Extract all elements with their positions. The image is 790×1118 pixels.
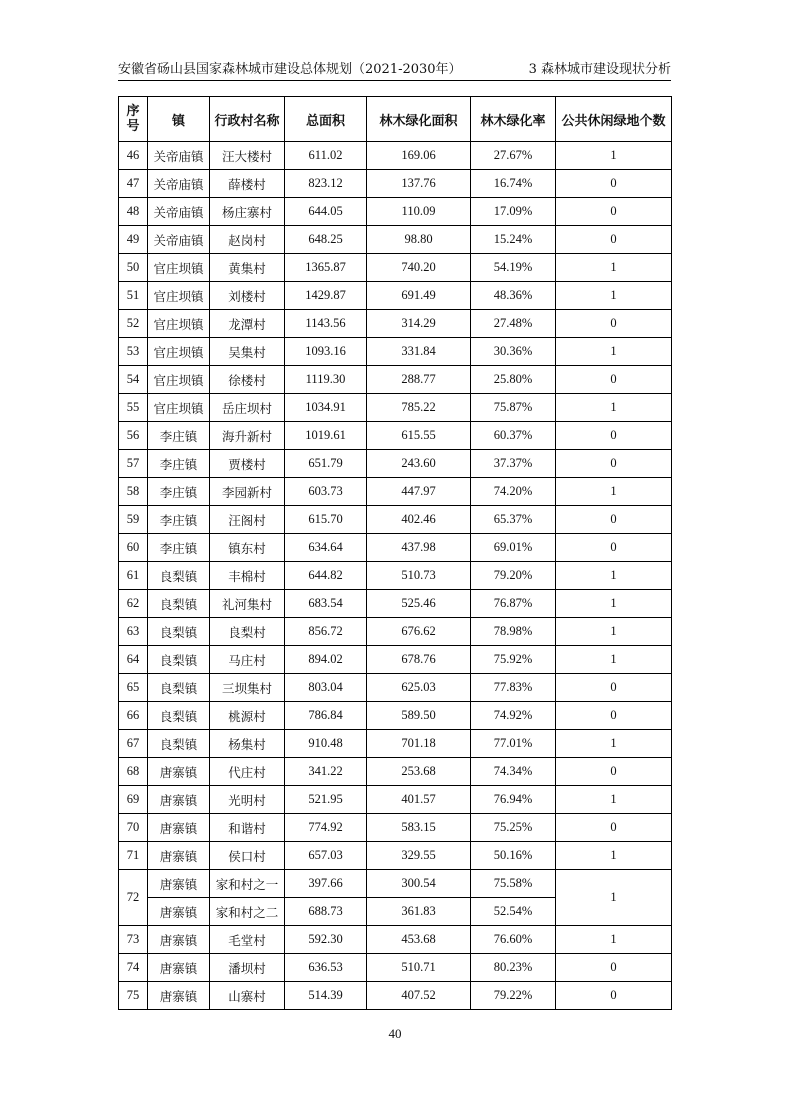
total-area-cell: 683.54	[285, 590, 367, 618]
green-area-cell: 701.18	[367, 730, 471, 758]
park-count-cell: 0	[556, 534, 672, 562]
green-rate-cell: 79.22%	[471, 982, 556, 1010]
total-area-cell: 1429.87	[285, 282, 367, 310]
seq-cell: 58	[119, 478, 148, 506]
green-rate-cell: 77.83%	[471, 674, 556, 702]
table-row	[119, 534, 672, 562]
town-cell: 官庄坝镇	[148, 338, 210, 366]
table-row	[119, 646, 672, 674]
total-area-cell: 341.22	[285, 758, 367, 786]
park-count-cell: 1	[556, 618, 672, 646]
seq-cell: 56	[119, 422, 148, 450]
green-area-cell: 98.80	[367, 226, 471, 254]
village-cell: 赵岗村	[210, 226, 285, 254]
green-area-cell: 331.84	[367, 338, 471, 366]
park-count-cell: 0	[556, 814, 672, 842]
village-cell: 海升新村	[210, 422, 285, 450]
green-area-cell: 453.68	[367, 926, 471, 954]
table-row	[119, 926, 672, 954]
park-count-cell: 0	[556, 422, 672, 450]
total-area-cell: 603.73	[285, 478, 367, 506]
col-header-village: 行政村名称	[210, 97, 285, 142]
col-header-seq	[119, 97, 148, 142]
table-row	[119, 198, 672, 226]
total-area-cell: 657.03	[285, 842, 367, 870]
green-rate-cell: 77.01%	[471, 730, 556, 758]
park-count-cell: 1	[556, 282, 672, 310]
park-count-cell: 1	[556, 730, 672, 758]
green-rate-cell: 27.48%	[471, 310, 556, 338]
town-cell: 唐寨镇	[148, 926, 210, 954]
village-cell: 桃源村	[210, 702, 285, 730]
park-count-cell: 0	[556, 310, 672, 338]
table-row	[119, 842, 672, 870]
village-cell: 李园新村	[210, 478, 285, 506]
total-area-cell: 634.64	[285, 534, 367, 562]
village-cell: 龙潭村	[210, 310, 285, 338]
green-rate-cell: 75.58%	[471, 870, 556, 898]
village-cell: 徐楼村	[210, 366, 285, 394]
green-area-cell: 676.62	[367, 618, 471, 646]
green-rate-cell: 75.25%	[471, 814, 556, 842]
village-cell: 良梨村	[210, 618, 285, 646]
seq-cell: 69	[119, 786, 148, 814]
town-cell: 良梨镇	[148, 562, 210, 590]
table-row	[119, 142, 672, 170]
total-area-cell: 644.82	[285, 562, 367, 590]
town-cell: 唐寨镇	[148, 758, 210, 786]
table-row	[119, 702, 672, 730]
village-greening-table	[118, 96, 672, 1010]
village-cell: 汪大楼村	[210, 142, 285, 170]
park-count-cell: 0	[556, 170, 672, 198]
seq-cell: 46	[119, 142, 148, 170]
seq-cell: 57	[119, 450, 148, 478]
table-row	[119, 730, 672, 758]
header-document-title: 安徽省砀山县国家森林城市建设总体规划（2021-2030年）	[118, 62, 462, 77]
col-header-green-rate: 林木绿化率	[471, 97, 556, 142]
total-area-cell: 1119.30	[285, 366, 367, 394]
seq-cell: 48	[119, 198, 148, 226]
total-area-cell: 774.92	[285, 814, 367, 842]
table-row	[119, 450, 672, 478]
town-cell: 李庄镇	[148, 506, 210, 534]
green-area-cell: 243.60	[367, 450, 471, 478]
table-header-row	[119, 97, 672, 142]
park-count-cell: 1	[556, 394, 672, 422]
park-count-cell: 1	[556, 926, 672, 954]
total-area-cell: 611.02	[285, 142, 367, 170]
park-count-cell: 0	[556, 226, 672, 254]
green-area-cell: 510.71	[367, 954, 471, 982]
total-area-cell: 514.39	[285, 982, 367, 1010]
table-row	[119, 954, 672, 982]
park-count-cell: 0	[556, 366, 672, 394]
town-cell: 唐寨镇	[148, 954, 210, 982]
park-count-cell: 0	[556, 198, 672, 226]
green-rate-cell: 78.98%	[471, 618, 556, 646]
total-area-cell: 648.25	[285, 226, 367, 254]
green-rate-cell: 37.37%	[471, 450, 556, 478]
park-count-cell: 1	[556, 478, 672, 506]
park-count-cell: 1	[556, 338, 672, 366]
table-row	[119, 394, 672, 422]
table-row	[119, 282, 672, 310]
town-cell: 官庄坝镇	[148, 394, 210, 422]
seq-cell: 71	[119, 842, 148, 870]
green-area-cell: 510.73	[367, 562, 471, 590]
seq-cell: 65	[119, 674, 148, 702]
town-cell: 李庄镇	[148, 450, 210, 478]
total-area-cell: 910.48	[285, 730, 367, 758]
total-area-cell: 823.12	[285, 170, 367, 198]
green-rate-cell: 30.36%	[471, 338, 556, 366]
seq-cell: 54	[119, 366, 148, 394]
table-row	[119, 562, 672, 590]
village-cell: 侯口村	[210, 842, 285, 870]
village-cell: 光明村	[210, 786, 285, 814]
green-area-cell: 314.29	[367, 310, 471, 338]
village-cell: 礼河集村	[210, 590, 285, 618]
village-cell: 岳庄坝村	[210, 394, 285, 422]
seq-cell: 55	[119, 394, 148, 422]
total-area-cell: 1034.91	[285, 394, 367, 422]
park-count-cell: 1	[556, 562, 672, 590]
total-area-cell: 397.66	[285, 870, 367, 898]
seq-cell: 66	[119, 702, 148, 730]
park-count-cell: 1	[556, 842, 672, 870]
green-area-cell: 401.57	[367, 786, 471, 814]
col-header-total-area: 总面积	[285, 97, 367, 142]
total-area-cell: 644.05	[285, 198, 367, 226]
seq-cell: 68	[119, 758, 148, 786]
town-cell: 关帝庙镇	[148, 198, 210, 226]
seq-cell: 62	[119, 590, 148, 618]
town-cell: 官庄坝镇	[148, 254, 210, 282]
green-area-cell: 137.76	[367, 170, 471, 198]
table-row	[119, 226, 672, 254]
table-row	[119, 506, 672, 534]
park-count-cell: 1	[556, 786, 672, 814]
park-count-cell: 0	[556, 674, 672, 702]
town-cell: 良梨镇	[148, 702, 210, 730]
total-area-cell: 803.04	[285, 674, 367, 702]
green-rate-cell: 79.20%	[471, 562, 556, 590]
town-cell: 李庄镇	[148, 478, 210, 506]
village-cell: 镇东村	[210, 534, 285, 562]
green-area-cell: 625.03	[367, 674, 471, 702]
col-header-green-area: 林木绿化面积	[367, 97, 471, 142]
seq-cell: 50	[119, 254, 148, 282]
town-cell: 官庄坝镇	[148, 310, 210, 338]
table-row	[119, 422, 672, 450]
village-cell: 黄集村	[210, 254, 285, 282]
table-row	[119, 478, 672, 506]
table-row	[119, 590, 672, 618]
green-rate-cell: 76.60%	[471, 926, 556, 954]
seq-cell: 53	[119, 338, 148, 366]
town-cell: 良梨镇	[148, 674, 210, 702]
village-cell: 丰棉村	[210, 562, 285, 590]
town-cell: 唐寨镇	[148, 898, 210, 926]
table-row	[119, 170, 672, 198]
park-count-cell: 0	[556, 506, 672, 534]
green-area-cell: 253.68	[367, 758, 471, 786]
col-header-seq-text: 序号	[126, 104, 140, 134]
village-cell: 毛堂村	[210, 926, 285, 954]
green-rate-cell: 74.92%	[471, 702, 556, 730]
table-row	[119, 870, 672, 898]
town-cell: 唐寨镇	[148, 982, 210, 1010]
town-cell: 官庄坝镇	[148, 366, 210, 394]
green-area-cell: 300.54	[367, 870, 471, 898]
town-cell: 李庄镇	[148, 534, 210, 562]
table-body	[119, 142, 672, 1010]
table-row	[119, 814, 672, 842]
green-rate-cell: 27.67%	[471, 142, 556, 170]
park-count-cell: 0	[556, 982, 672, 1010]
town-cell: 唐寨镇	[148, 842, 210, 870]
green-rate-cell: 80.23%	[471, 954, 556, 982]
park-count-cell: 0	[556, 758, 672, 786]
village-cell: 代庄村	[210, 758, 285, 786]
total-area-cell: 1143.56	[285, 310, 367, 338]
page-header	[118, 58, 671, 81]
village-cell: 马庄村	[210, 646, 285, 674]
total-area-cell: 1365.87	[285, 254, 367, 282]
village-cell: 和谐村	[210, 814, 285, 842]
seq-cell: 70	[119, 814, 148, 842]
seq-cell: 60	[119, 534, 148, 562]
green-area-cell: 110.09	[367, 198, 471, 226]
green-area-cell: 589.50	[367, 702, 471, 730]
green-rate-cell: 17.09%	[471, 198, 556, 226]
total-area-cell: 894.02	[285, 646, 367, 674]
seq-cell: 52	[119, 310, 148, 338]
town-cell: 唐寨镇	[148, 870, 210, 898]
table-row	[119, 758, 672, 786]
table-row	[119, 786, 672, 814]
town-cell: 唐寨镇	[148, 814, 210, 842]
town-cell: 官庄坝镇	[148, 282, 210, 310]
green-rate-cell: 65.37%	[471, 506, 556, 534]
green-rate-cell: 75.87%	[471, 394, 556, 422]
park-count-cell: 1	[556, 646, 672, 674]
seq-cell: 74	[119, 954, 148, 982]
park-count-cell: 1	[556, 254, 672, 282]
town-cell: 良梨镇	[148, 730, 210, 758]
seq-cell: 49	[119, 226, 148, 254]
table-row	[119, 338, 672, 366]
table-row	[119, 254, 672, 282]
town-cell: 良梨镇	[148, 646, 210, 674]
green-area-cell: 678.76	[367, 646, 471, 674]
town-cell: 良梨镇	[148, 590, 210, 618]
total-area-cell: 651.79	[285, 450, 367, 478]
green-area-cell: 329.55	[367, 842, 471, 870]
green-area-cell: 407.52	[367, 982, 471, 1010]
seq-cell: 72	[119, 870, 148, 926]
park-count-cell: 1	[556, 142, 672, 170]
total-area-cell: 1019.61	[285, 422, 367, 450]
green-rate-cell: 16.74%	[471, 170, 556, 198]
village-cell: 杨庄寨村	[210, 198, 285, 226]
town-cell: 关帝庙镇	[148, 142, 210, 170]
village-cell: 家和村之一	[210, 870, 285, 898]
green-rate-cell: 48.36%	[471, 282, 556, 310]
village-cell: 刘楼村	[210, 282, 285, 310]
total-area-cell: 1093.16	[285, 338, 367, 366]
village-cell: 杨集村	[210, 730, 285, 758]
seq-cell: 47	[119, 170, 148, 198]
table-row	[119, 366, 672, 394]
park-count-cell: 1	[556, 590, 672, 618]
park-count-cell: 0	[556, 702, 672, 730]
green-rate-cell: 54.19%	[471, 254, 556, 282]
green-area-cell: 785.22	[367, 394, 471, 422]
table-row	[119, 982, 672, 1010]
total-area-cell: 688.73	[285, 898, 367, 926]
green-area-cell: 361.83	[367, 898, 471, 926]
seq-cell: 51	[119, 282, 148, 310]
village-cell: 家和村之二	[210, 898, 285, 926]
total-area-cell: 615.70	[285, 506, 367, 534]
village-cell: 山寨村	[210, 982, 285, 1010]
green-rate-cell: 76.87%	[471, 590, 556, 618]
village-cell: 贾楼村	[210, 450, 285, 478]
green-rate-cell: 52.54%	[471, 898, 556, 926]
header-section-title: 3 森林城市建设现状分析	[528, 62, 671, 77]
table-row	[119, 674, 672, 702]
page-number: 40	[388, 1026, 402, 1041]
seq-cell: 75	[119, 982, 148, 1010]
town-cell: 关帝庙镇	[148, 170, 210, 198]
park-count-cell: 0	[556, 450, 672, 478]
seq-cell: 67	[119, 730, 148, 758]
green-area-cell: 437.98	[367, 534, 471, 562]
green-rate-cell: 60.37%	[471, 422, 556, 450]
green-rate-cell: 74.20%	[471, 478, 556, 506]
village-cell: 汪阁村	[210, 506, 285, 534]
green-rate-cell: 76.94%	[471, 786, 556, 814]
total-area-cell: 592.30	[285, 926, 367, 954]
seq-cell: 59	[119, 506, 148, 534]
village-cell: 吴集村	[210, 338, 285, 366]
green-area-cell: 691.49	[367, 282, 471, 310]
green-rate-cell: 75.92%	[471, 646, 556, 674]
col-header-town: 镇	[148, 97, 210, 142]
park-count-cell: 1	[556, 870, 672, 926]
table-row	[119, 310, 672, 338]
village-cell: 三坝集村	[210, 674, 285, 702]
green-rate-cell: 50.16%	[471, 842, 556, 870]
total-area-cell: 521.95	[285, 786, 367, 814]
green-rate-cell: 69.01%	[471, 534, 556, 562]
seq-cell: 61	[119, 562, 148, 590]
col-header-park-count: 公共休闲绿地个数	[556, 97, 672, 142]
table-row	[119, 618, 672, 646]
green-rate-cell: 15.24%	[471, 226, 556, 254]
town-cell: 唐寨镇	[148, 786, 210, 814]
green-area-cell: 615.55	[367, 422, 471, 450]
total-area-cell: 786.84	[285, 702, 367, 730]
village-cell: 薛楼村	[210, 170, 285, 198]
village-cell: 潘坝村	[210, 954, 285, 982]
total-area-cell: 636.53	[285, 954, 367, 982]
green-rate-cell: 74.34%	[471, 758, 556, 786]
green-area-cell: 447.97	[367, 478, 471, 506]
seq-cell: 63	[119, 618, 148, 646]
green-area-cell: 583.15	[367, 814, 471, 842]
seq-cell: 64	[119, 646, 148, 674]
town-cell: 李庄镇	[148, 422, 210, 450]
green-area-cell: 402.46	[367, 506, 471, 534]
park-count-cell: 0	[556, 954, 672, 982]
green-area-cell: 740.20	[367, 254, 471, 282]
green-area-cell: 288.77	[367, 366, 471, 394]
town-cell: 关帝庙镇	[148, 226, 210, 254]
green-area-cell: 525.46	[367, 590, 471, 618]
town-cell: 良梨镇	[148, 618, 210, 646]
green-area-cell: 169.06	[367, 142, 471, 170]
total-area-cell: 856.72	[285, 618, 367, 646]
seq-cell: 73	[119, 926, 148, 954]
green-rate-cell: 25.80%	[471, 366, 556, 394]
